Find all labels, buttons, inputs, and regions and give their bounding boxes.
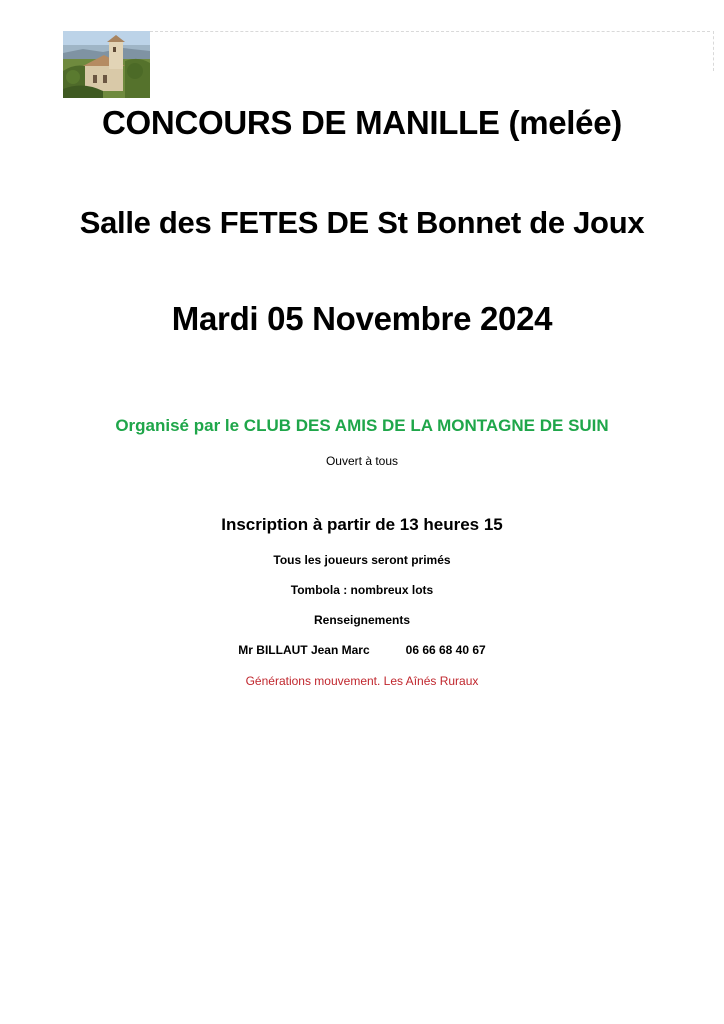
church-photo bbox=[63, 31, 150, 98]
tombola-note: Tombola : nombreux lots bbox=[290, 583, 434, 597]
event-organizer: Organisé par le CLUB DES AMIS DE LA MONTAGNE DE SUIN bbox=[115, 416, 609, 435]
event-date: Mardi 05 Novembre 2024 bbox=[171, 300, 553, 337]
inscription-time: Inscription à partir de 13 heures 15 bbox=[221, 515, 503, 534]
contact-phone: 06 66 68 40 67 bbox=[405, 643, 486, 657]
event-title: CONCOURS DE MANILLE (melée) bbox=[102, 104, 622, 141]
contact-name: Mr BILLAUT Jean Marc bbox=[238, 643, 370, 657]
header-rule bbox=[150, 31, 710, 32]
contact-line bbox=[0, 643, 724, 657]
prizes-note: Tous les joueurs seront primés bbox=[273, 553, 451, 567]
info-heading: Renseignements bbox=[313, 613, 411, 627]
event-venue: Salle des FETES DE St Bonnet de Joux bbox=[79, 205, 645, 240]
open-to-all: Ouvert à tous bbox=[325, 454, 399, 468]
header-rule-corner bbox=[713, 31, 714, 71]
footer-organization: Générations mouvement. Les Aînés Ruraux bbox=[245, 674, 479, 688]
